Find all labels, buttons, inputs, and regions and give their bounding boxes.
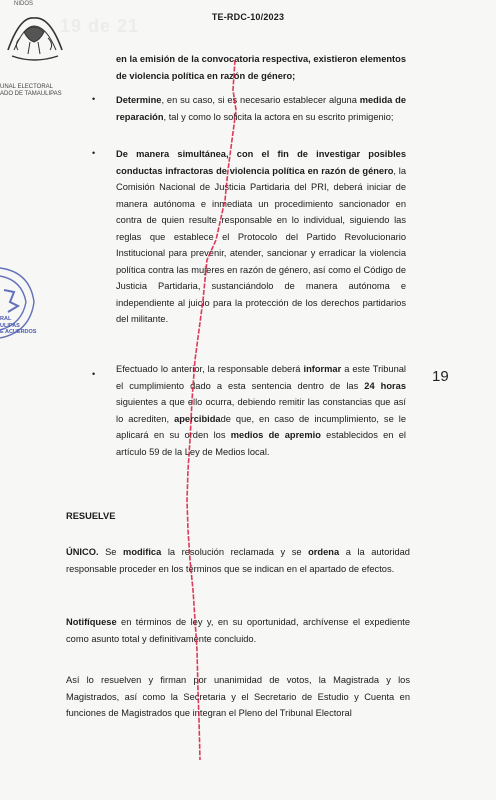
bullet-marker: • <box>92 94 96 104</box>
bullet-item-reparacion: Determine, en su caso, si es necesario establecer alguna medida de reparación, tal y como lo solicita la actora en su escrito primigenio; <box>116 95 406 122</box>
bullet-item-procedimiento: De manera simultánea, con el fin de investigar posibles conductas infractoras de violencia política en razón de género, la Comisión Nacional de Justicia Partidaria del PRI, deberá iniciar de manera autónoma e inmediata un procedimiento sancionador en contra de quien resulte responsable en lo individual, siguiendo las reglas que establece el Protocolo del Partido Revolucionario Institucional para prevenir, atender, sancionar y erradicar la violencia política contra las mujeres en razón de género, así como el Código de Justicia Partidaria, sustanciándolo de manera autónoma e independiente al juicio para la protección de los derechos partidarios del militante. <box>116 149 406 324</box>
bullet-marker: • <box>92 148 96 158</box>
institution-name: UNAL ELECTORAL ADO DE TAMAULIPAS <box>0 84 62 97</box>
ghost-page-number: 19 de 21 <box>60 16 140 36</box>
bullet-marker: • <box>92 369 96 379</box>
paragraph-continuation: en la emisión de la convocatoria respectiva, existieron elementos de violencia política en razón de género; <box>116 54 406 81</box>
case-number: TE-RDC-10/2023 <box>211 12 285 22</box>
page-number: 19 <box>432 368 449 385</box>
bullet-item-informar: Efectuado lo anterior, la responsable deberá informar a este Tribunal el cumplimiento dado a esta sentencia dentro de las 24 horas siguientes a que ello ocurra, debiendo remitir las constancias que así lo acrediten, apercibidade que, en caso de incumplimiento, se le aplicará en su orden los medios de apremio establecidos en el artículo 59 de la Ley de Medios local. <box>116 364 406 457</box>
coat-of-arms-logo <box>0 10 70 66</box>
paragraph-notifiquese: Notifíquese en términos de ley y, en su oportunidad, archívense el expediente como asunto total y definitivamente concluido. <box>66 617 410 644</box>
paragraph-unico: ÚNICO. Se modifica la resolución reclamada y se ordena a la autoridad responsable proceder en los términos que se indican en el apartado de efectos. <box>66 547 410 574</box>
seal-text: RAL ULIPAS E ACUERDOS <box>0 316 37 335</box>
section-heading-resuelve: RESUELVE <box>66 511 116 521</box>
top-fragment: NIDOS <box>14 1 34 7</box>
paragraph-firma: Así lo resuelven y firman por unanimidad de votos, la Magistrada y los Magistrados, así como la Secretaria y el Secretario de Estudio y Cuenta en funciones de Magistrados que integran el Pleno del Tribunal Electoral <box>66 675 410 718</box>
